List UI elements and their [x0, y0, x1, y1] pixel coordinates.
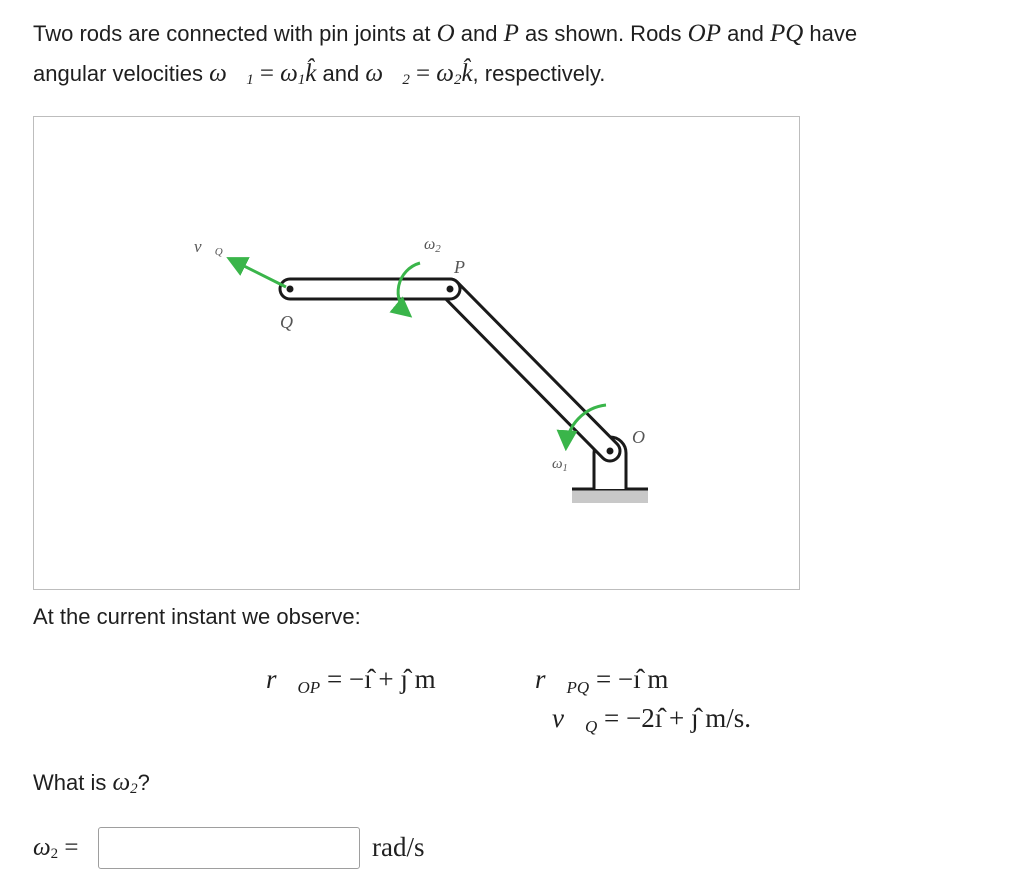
answer-unit: rad/s — [372, 832, 425, 862]
pin-q — [287, 286, 294, 293]
equation-v-q: $v⃗_Q$ = −2ı̂ + ȷ̂ m/s. — [552, 703, 751, 736]
rod-pq-symbol: PQ — [769, 20, 804, 47]
linkage-figure — [33, 116, 800, 590]
label-q: Q — [280, 312, 293, 332]
omega1-k: $\omega_1k̂$ — [280, 60, 317, 88]
have-word: have — [809, 21, 858, 46]
and-word-2: and — [727, 21, 764, 46]
label-p: P — [454, 257, 465, 277]
equation-r-pq: $r⃗_{PQ}$ = −ı̂ m — [535, 664, 669, 697]
velocity-q-arrow — [230, 259, 286, 287]
omega2-k: $\omega_2k̂$ — [436, 60, 473, 88]
answer-label: $\omega_2$ = — [33, 834, 79, 862]
point-o-symbol: O — [436, 20, 455, 47]
problem-statement — [33, 14, 1008, 100]
equals-sign: = — [259, 60, 274, 87]
omega1-vector: $\omega⃗_1$ — [209, 60, 254, 88]
equation-r-op: $r⃗_{OP}$ = −ı̂ + ȷ̂ m — [266, 664, 436, 697]
rod-op-fill — [450, 289, 610, 451]
intro-text-1: Two rods are connected with pin joints at — [33, 21, 431, 46]
and-word: and — [460, 21, 498, 46]
question-text: What is $\omega_2$? — [33, 769, 150, 797]
omega2-vector: $\omega⃗_2$ — [365, 60, 410, 88]
intro-text-3: angular velocities — [33, 61, 203, 86]
pin-p — [447, 286, 454, 293]
linkage-diagram — [34, 117, 799, 589]
pin-o — [607, 448, 614, 455]
label-omega2: ω2 — [424, 236, 441, 255]
omega2-answer-input[interactable] — [98, 827, 360, 869]
question-omega2: $\omega_2$ — [112, 769, 138, 797]
intro-text-2: as shown. Rods — [525, 21, 682, 46]
rod-op-symbol: OP — [687, 20, 721, 47]
intro-text-4: , respectively. — [472, 61, 606, 86]
point-p-symbol: P — [503, 20, 519, 47]
label-vq: v⃗Q — [194, 237, 223, 258]
label-o: O — [632, 427, 645, 447]
equals-sign-2: = — [416, 60, 431, 87]
label-omega1: $\omega_1$ — [552, 456, 568, 474]
ground-hatch — [572, 489, 648, 503]
and-word-3: and — [322, 61, 360, 86]
observe-text: At the current instant we observe: — [33, 604, 361, 629]
